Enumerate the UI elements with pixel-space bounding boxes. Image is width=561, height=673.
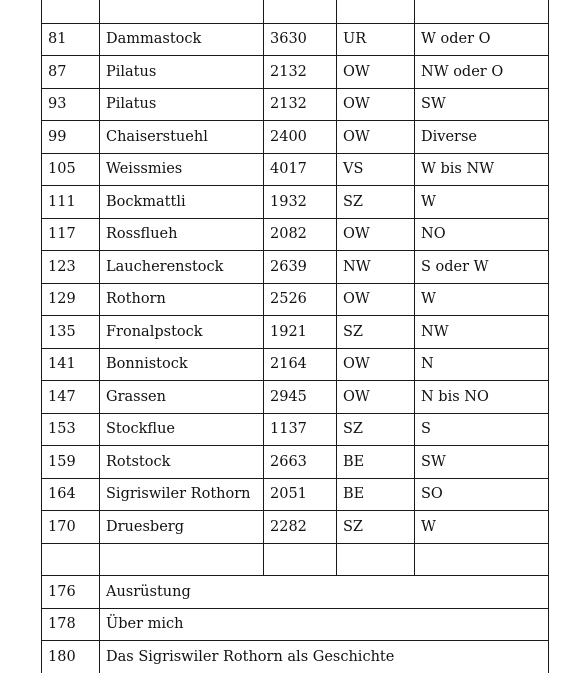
canton-cell: OW [337,121,415,154]
page-cell: 87 [42,56,100,89]
table-row-section [42,608,549,641]
table-row [42,478,549,511]
height-cell [264,543,337,576]
height-cell: 1921 [264,316,337,349]
table-row [42,186,549,219]
page-cell: 111 [42,186,100,219]
name-cell: Stockflue [100,413,264,446]
page-cell: 147 [42,381,100,414]
table-row [42,23,549,56]
table-of-contents [41,0,549,673]
name-cell: Rotstock [100,446,264,479]
height-cell: 2526 [264,283,337,316]
table-row [42,153,549,186]
name-cell: Fronalpstock [100,316,264,349]
table-row-section [42,576,549,609]
height-cell: 2639 [264,251,337,284]
page-cell: 105 [42,153,100,186]
table-row [42,121,549,154]
table-row-section [42,641,549,673]
direction-cell: N [415,348,549,381]
name-cell: Dammastock [100,23,264,56]
direction-cell: S [415,413,549,446]
table-row [42,56,549,89]
page-cell: 135 [42,316,100,349]
table-row [42,251,549,284]
direction-cell: N bis NO [415,381,549,414]
canton-cell: OW [337,218,415,251]
canton-cell: NW [337,251,415,284]
page-cell: 81 [42,23,100,56]
height-cell: 2663 [264,446,337,479]
direction-cell [415,0,549,23]
page-cell: 178 [42,608,100,641]
height-cell: 2282 [264,511,337,544]
name-cell: Chaiserstuehl [100,121,264,154]
direction-cell: S oder W [415,251,549,284]
page-cell: 117 [42,218,100,251]
canton-cell: SZ [337,316,415,349]
name-cell: Rothorn [100,283,264,316]
page-cell: 159 [42,446,100,479]
page-cell [42,543,100,576]
page-cell [42,0,100,23]
name-cell: Sigriswiler Rothorn [100,478,264,511]
direction-cell: Diverse [415,121,549,154]
canton-cell [337,0,415,23]
page-cell: 153 [42,413,100,446]
canton-cell: UR [337,23,415,56]
direction-cell: W [415,511,549,544]
direction-cell: W [415,186,549,219]
canton-cell: OW [337,381,415,414]
name-cell: Grassen [100,381,264,414]
height-cell: 2051 [264,478,337,511]
direction-cell: SW [415,446,549,479]
table-row [42,446,549,479]
canton-cell [337,543,415,576]
canton-cell: SZ [337,186,415,219]
canton-cell: BE [337,478,415,511]
page-cell: 170 [42,511,100,544]
height-cell [264,0,337,23]
name-cell [100,0,264,23]
table-row [42,218,549,251]
canton-cell: OW [337,88,415,121]
page-cell: 99 [42,121,100,154]
canton-cell: OW [337,283,415,316]
page-cell: 164 [42,478,100,511]
canton-cell: OW [337,348,415,381]
page-cell: 141 [42,348,100,381]
table-row [42,381,549,414]
name-cell: Weissmies [100,153,264,186]
table-row [42,283,549,316]
canton-cell: VS [337,153,415,186]
canton-cell: OW [337,56,415,89]
table-row [42,511,549,544]
height-cell: 2132 [264,56,337,89]
name-cell: Bockmattli [100,186,264,219]
table-row [42,348,549,381]
direction-cell [415,543,549,576]
name-cell: Rossflueh [100,218,264,251]
table-row-blank-top [42,0,549,23]
height-cell: 1932 [264,186,337,219]
height-cell: 2164 [264,348,337,381]
canton-cell: SZ [337,511,415,544]
table-row [42,316,549,349]
page-cell: 176 [42,576,100,609]
direction-cell: NW [415,316,549,349]
canton-cell: BE [337,446,415,479]
page-cell: 123 [42,251,100,284]
height-cell: 2400 [264,121,337,154]
canton-cell: SZ [337,413,415,446]
height-cell: 4017 [264,153,337,186]
direction-cell: W oder O [415,23,549,56]
direction-cell: W bis NW [415,153,549,186]
direction-cell: W [415,283,549,316]
height-cell: 2082 [264,218,337,251]
name-cell: Pilatus [100,56,264,89]
direction-cell: SO [415,478,549,511]
section-title-cell: Über mich [100,608,549,641]
height-cell: 3630 [264,23,337,56]
page-cell: 93 [42,88,100,121]
direction-cell: SW [415,88,549,121]
height-cell: 2132 [264,88,337,121]
name-cell: Laucherenstock [100,251,264,284]
name-cell: Pilatus [100,88,264,121]
section-title-cell: Das Sigriswiler Rothorn als Geschichte [100,641,549,673]
direction-cell: NW oder O [415,56,549,89]
height-cell: 1137 [264,413,337,446]
table-row [42,88,549,121]
section-title-cell: Ausrüstung [100,576,549,609]
name-cell: Bonnistock [100,348,264,381]
name-cell: Druesberg [100,511,264,544]
page-cell: 180 [42,641,100,673]
height-cell: 2945 [264,381,337,414]
table-row-blank-separator [42,543,549,576]
direction-cell: NO [415,218,549,251]
page-cell: 129 [42,283,100,316]
table-row [42,413,549,446]
name-cell [100,543,264,576]
